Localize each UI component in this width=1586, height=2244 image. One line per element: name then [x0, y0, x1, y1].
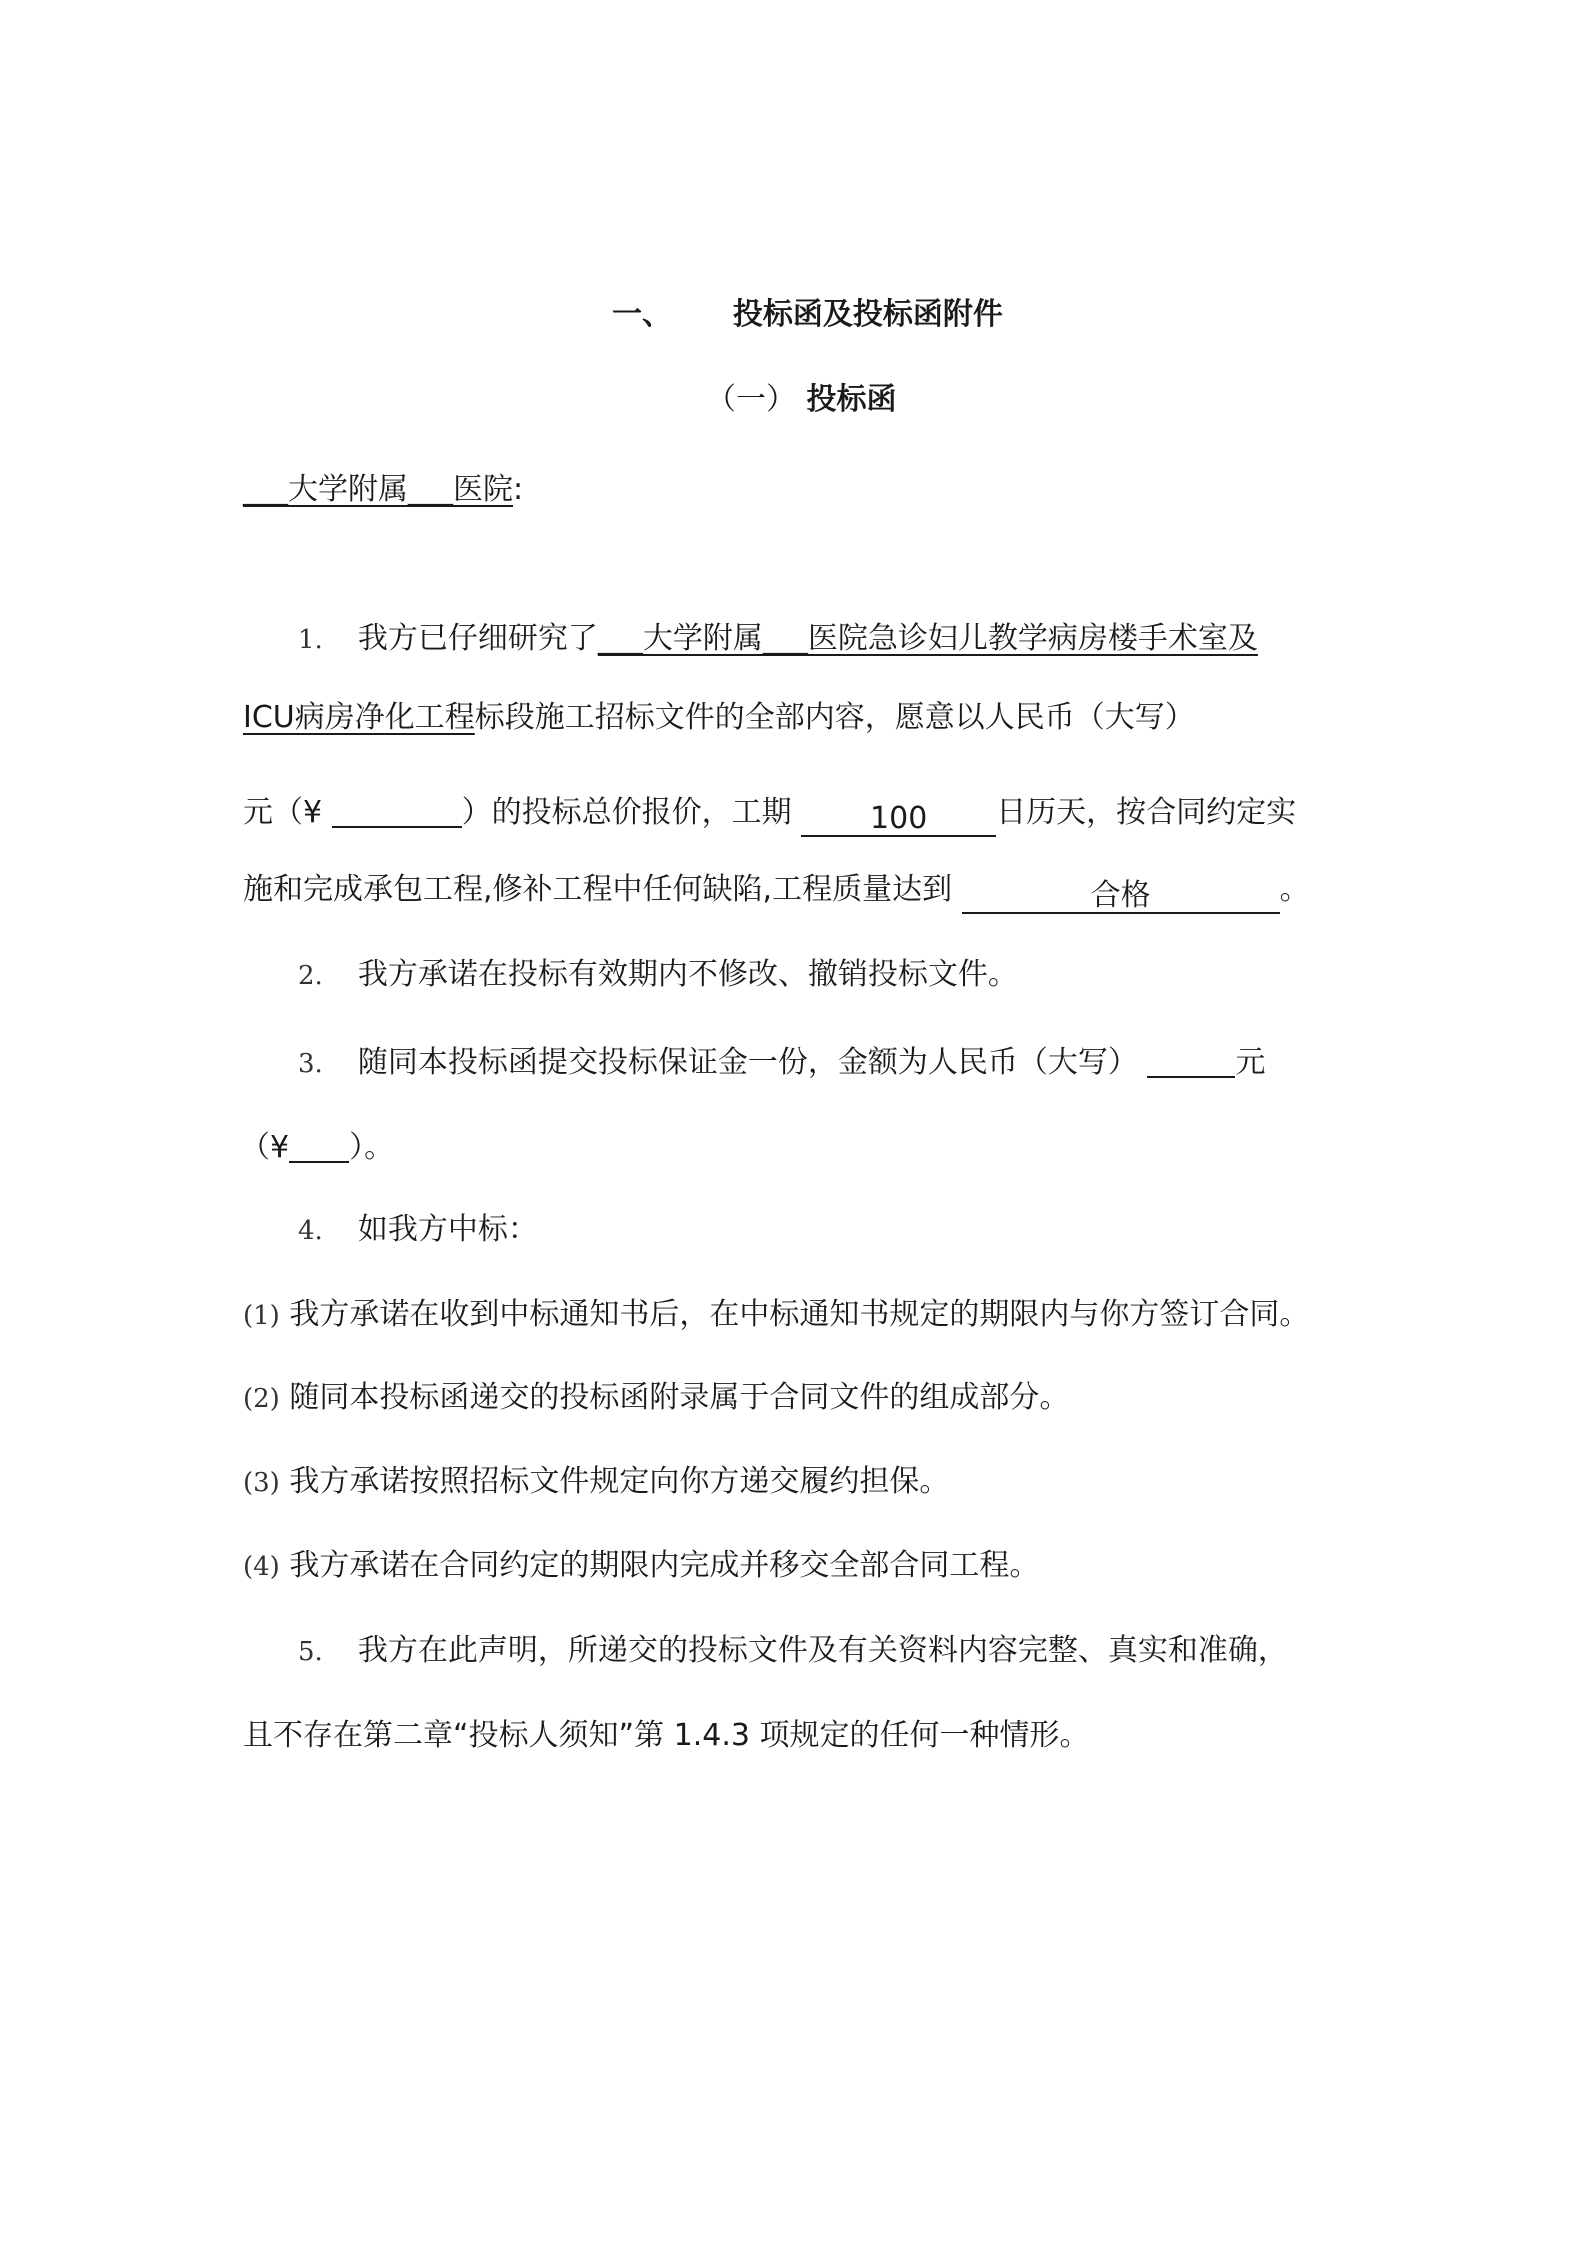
section-heading-number: 一、	[612, 297, 672, 332]
item-1-line-2	[243, 698, 1195, 738]
item-4	[298, 1210, 538, 1251]
subsection-heading-number: （一）	[706, 382, 796, 417]
item-4-number: 4.	[298, 1216, 323, 1246]
sub-item-1-text: 我方承诺在收到中标通知书后，在中标通知书规定的期限内与你方签订合同。	[289, 1297, 1310, 1332]
item-3-line-2	[240, 1125, 394, 1168]
sub-item-3-text: 我方承诺按照招标文件规定向你方递交履约担保。	[289, 1464, 950, 1499]
sub-item-2-number: (2)	[243, 1384, 280, 1414]
item-1-text-d: ）的投标总价报价，工期	[461, 795, 792, 830]
item-1-text-c: 元（¥	[243, 795, 323, 830]
item-2	[298, 955, 1018, 996]
item-1-text-a: 我方已仔细研究了	[357, 621, 598, 656]
deposit-amount-words-blank[interactable]	[1147, 1040, 1235, 1078]
sub-item-1	[243, 1295, 1309, 1336]
item-4-text: 如我方中标：	[357, 1212, 538, 1247]
sub-item-4	[243, 1546, 1039, 1587]
duration-value: 100	[870, 801, 928, 836]
subsection-heading-title: 投标函	[806, 382, 897, 417]
item-1-text-end: 。	[1279, 872, 1310, 907]
item-5-line-2	[243, 1716, 1090, 1756]
quality-field[interactable]	[962, 876, 1280, 914]
item-2-number: 2.	[298, 961, 323, 991]
project-name-part-2: ICU病房净化工程	[243, 700, 475, 735]
deposit-amount-figure-blank[interactable]	[289, 1125, 349, 1163]
project-name-part-1: ___大学附属___医院急诊妇儿教学病房楼手术室及	[597, 621, 1258, 656]
item-1-text-b: 标段施工招标文件的全部内容，愿意以人民币（大写）	[474, 700, 1195, 735]
price-figure-blank[interactable]	[332, 790, 462, 828]
addressee-colon: :	[513, 472, 524, 507]
duration-field[interactable]	[801, 799, 996, 837]
item-3-text-a: 随同本投标函提交投标保证金一份，金额为人民币（大写）	[357, 1045, 1138, 1080]
item-5-text-1: 我方在此声明，所递交的投标文件及有关资料内容完整、真实和准确，	[357, 1633, 1288, 1668]
item-2-text: 我方承诺在投标有效期内不修改、撤销投标文件。	[357, 957, 1018, 992]
sub-item-4-number: (4)	[243, 1552, 280, 1582]
section-heading	[612, 295, 1003, 335]
sub-item-3	[243, 1462, 949, 1503]
item-3-text-b: 元	[1235, 1045, 1266, 1080]
item-1-line-1	[298, 619, 1258, 660]
item-3-text-d: ）。	[349, 1130, 395, 1165]
sub-item-2-text: 随同本投标函递交的投标函附录属于合同文件的组成部分。	[289, 1380, 1070, 1415]
item-1-number: 1.	[298, 625, 323, 655]
addressee-line	[243, 470, 523, 510]
sub-item-3-number: (3)	[243, 1468, 280, 1498]
addressee: ___大学附属___医院	[243, 472, 513, 507]
item-1-line-4	[243, 870, 1310, 914]
sub-item-1-number: (1)	[243, 1301, 280, 1331]
item-3-number: 3.	[298, 1049, 323, 1079]
item-5-text-2: 且不存在第二章“投标人须知”第 1.4.3 项规定的任何一种情形。	[243, 1718, 1090, 1753]
item-1-line-3	[243, 790, 1296, 837]
item-1-text-e: 日历天，按合同约定实	[996, 795, 1297, 830]
item-5-line-1	[298, 1631, 1288, 1672]
section-heading-title: 投标函及投标函附件	[732, 297, 1003, 332]
sub-item-2	[243, 1378, 1069, 1419]
item-3-line-1	[298, 1040, 1265, 1084]
subsection-heading	[706, 380, 896, 420]
item-5-number: 5.	[298, 1637, 323, 1667]
quality-value: 合格	[1090, 878, 1151, 913]
item-1-text-f: 施和完成承包工程,修补工程中任何缺陷,工程质量达到	[243, 872, 953, 907]
sub-item-4-text: 我方承诺在合同约定的期限内完成并移交全部合同工程。	[289, 1548, 1040, 1583]
item-3-text-c: （¥	[240, 1130, 290, 1165]
